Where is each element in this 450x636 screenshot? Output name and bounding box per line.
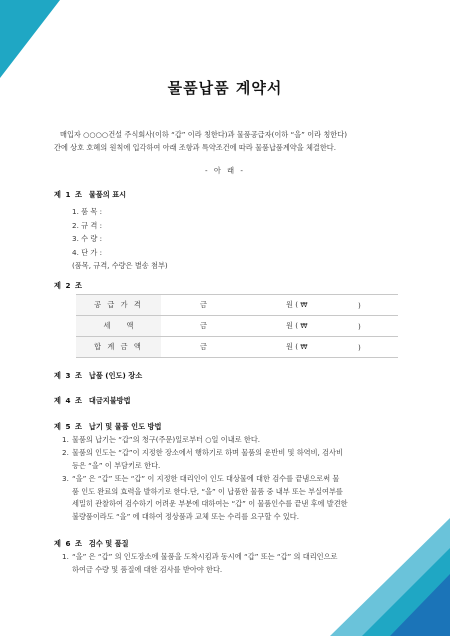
article-3-heading [54, 371, 142, 381]
table-row [76, 337, 398, 358]
article-2-number: 제 2 조 [54, 281, 83, 290]
clause-text-line: 불량품이라도 “을” 에 대하여 정상품과 교체 또는 수리를 요구할 수 있다. [72, 511, 299, 521]
article-3-title: 납품 (인도) 장소 [88, 371, 143, 380]
clause-text-line: 등은 “을” 이 부담키로 한다. [72, 460, 161, 470]
amount-prefix: 금 [161, 337, 246, 358]
article-1-items [72, 205, 168, 273]
amount-prefix: 금 [161, 295, 246, 316]
article-3-number: 제 3 조 [54, 371, 83, 380]
article-4-title: 대금지불방법 [88, 396, 131, 405]
article-6-number: 제 6 조 [54, 539, 83, 548]
amount-unit: 원 ( ₩ [246, 337, 358, 358]
article-5-clause-2 [62, 447, 402, 472]
amount-close: ) [358, 295, 398, 316]
article-1-heading [54, 190, 126, 200]
clause-text-line: 물품의 인도는 “갑”이 지정한 장소에서 행하기로 하며 물품의 운반비 및 하역비, 검사비 [72, 448, 343, 457]
amount-unit: 원 ( ₩ [246, 316, 358, 337]
item-spec: 2. 규 격 : [72, 220, 103, 230]
document-title: 물품납품 계약서 [167, 79, 283, 97]
price-table [76, 294, 398, 358]
amount-prefix: 금 [161, 316, 246, 337]
clause-text-line: 세밀히 관찰하여 검수하기 어려운 부분에 대하여는 “갑” 이 물품인수를 끝낸 후에 발견한 [72, 499, 348, 508]
intro-line-2: 간에 상호 호혜의 원칙에 입각하여 아래 조항과 특약조건에 따라 물품납품계약을 체결한다. [54, 143, 337, 152]
item-note: (품목, 규격, 수량은 별송 첨부) [72, 261, 168, 270]
table-row [76, 295, 398, 316]
clause-number: 1. [62, 552, 69, 561]
amount-unit: 원 ( ₩ [246, 295, 358, 316]
clause-text-line: 하여금 수량 및 품질에 대한 검사를 받아야 한다. [72, 564, 223, 574]
article-5-heading [54, 422, 161, 432]
clause-text-line: 품 인도 완료의 효력을 발하기로 한다.단, “을” 이 납품한 물품 중 내부 또는 부실여부를 [72, 486, 343, 496]
clause-text: 물품의 납기는 “갑”의 청구(주문)일로부터 ○일 이내로 한다. [72, 435, 261, 444]
article-6-heading [54, 539, 129, 549]
article-6-title: 검수 및 품질 [88, 539, 129, 548]
clause-number: 2. [62, 448, 69, 457]
article-5-clause-3 [62, 473, 402, 523]
table-row [76, 316, 398, 337]
article-5-title: 납기 및 물품 인도 방법 [88, 422, 162, 431]
item-quantity: 3. 수 량 : [72, 234, 103, 243]
amount-close: ) [358, 316, 398, 337]
article-6-clause-1 [62, 551, 402, 576]
intro-paragraph [54, 128, 404, 154]
amount-close: ) [358, 337, 398, 358]
clause-number: 1. [62, 435, 69, 444]
article-4-number: 제 4 조 [54, 396, 83, 405]
item-product: 1. 품 목 : [72, 207, 103, 216]
article-5-clause-1 [62, 434, 402, 447]
clause-text-line: “을” 은 “갑” 또는 “갑” 이 지정한 대리인이 인도 대상물에 대한 검수를 끝냄으로써 물 [72, 474, 340, 483]
article-2-heading [54, 281, 83, 291]
article-1-number: 제 1 조 [54, 190, 83, 199]
row-label: 공 급 가 격 [76, 295, 161, 316]
section-separator: - 아 래 - [205, 166, 245, 175]
clause-text-line: “을” 은 “갑” 의 인도장소에 물품을 도착시킴과 동시에 “갑” 또는 “갑” 의 대리인으로 [72, 552, 338, 561]
article-5-number: 제 5 조 [54, 422, 83, 431]
article-4-heading [54, 396, 131, 406]
clause-number: 3. [62, 474, 69, 483]
article-1-title: 물품의 표시 [88, 190, 127, 199]
item-unit-price: 4. 단 가 : [72, 247, 103, 257]
intro-line-1: 매입자 ○○○○건설 주식회사(이하 “갑” 이라 칭한다)과 물품공급자(이하 “을” 이라 칭한다) [60, 130, 347, 139]
row-label: 합 계 금 액 [76, 337, 161, 358]
row-label: 세 액 [76, 316, 161, 337]
